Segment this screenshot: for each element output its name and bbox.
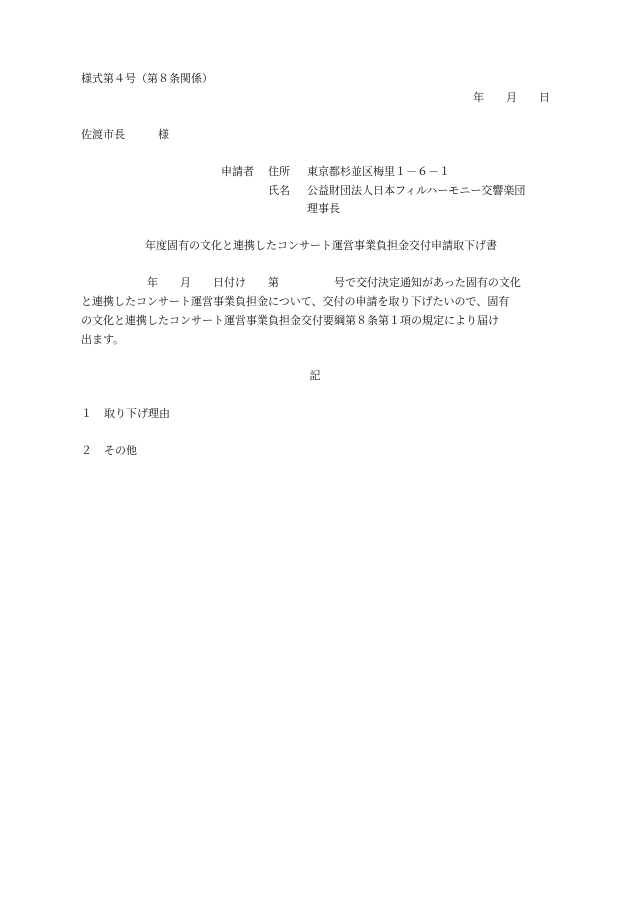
body-line: 出ます。 [81,333,125,346]
body-paragraph [81,277,551,353]
document-title: 年度固有の文化と連携したコンサート運営事業負担金交付申請取下げ書 [145,239,497,252]
addressee: 佐渡市長 様 [81,128,169,141]
item-label: その他 [104,444,137,457]
form-number: 様式第４号（第８条関係） [81,72,213,85]
item-label: 取り下げ理由 [104,407,170,420]
body-line: と連携したコンサート運営事業負担金について、交付の申請を取り下げたいので、固有 [81,295,510,308]
body-line: の文化と連携したコンサート運営事業負担金交付要綱第８条第１項の規定により届け [81,314,499,327]
name-label: 氏名 [268,184,290,197]
applicant-title: 理事長 [307,202,340,215]
date-line: 年 月 日 [473,91,550,104]
applicant-name: 公益財団法人日本フィルハーモニー交響楽団 [307,184,526,197]
item-number: ２ [81,444,92,457]
applicant-address: 東京都杉並区梅里１－６－１ [307,165,450,178]
item-number: １ [81,407,92,420]
body-line: 年 月 日付け 第 号で交付決定通知があった固有の文化 [81,276,521,289]
applicant-role-label: 申請者 [221,165,254,178]
address-label: 住所 [268,165,290,178]
ki-heading: 記 [309,369,321,382]
